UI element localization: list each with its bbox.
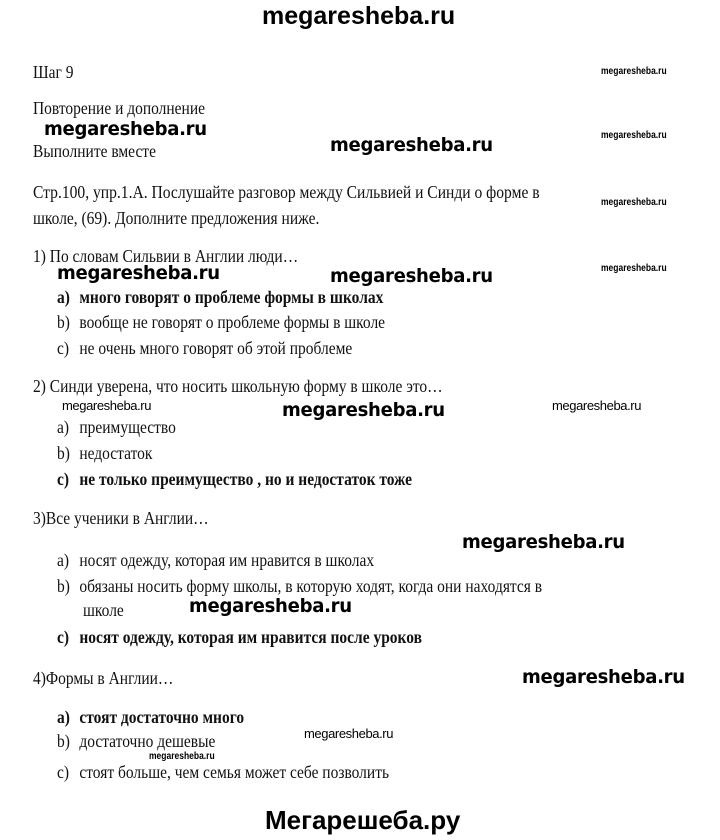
watermark: megaresheba.ru (282, 399, 445, 421)
q3-option-a: a) носят одежду, которая им нравится в школах (57, 550, 375, 570)
question-2: 2) Синди уверена, что носить школьную форму в школе это… (33, 376, 443, 396)
subsection-title: Выполните вместе (33, 141, 156, 161)
watermark: megaresheba.ru (462, 531, 625, 553)
q4-option-b: b) достаточно дешевые (57, 731, 216, 751)
q2-option-b: b) недостаток (57, 443, 153, 463)
watermark: megaresheba.ru (522, 666, 685, 688)
section-title: Повторение и дополнение (33, 98, 205, 118)
q1-option-b: b) вообще не говорят о проблеме формы в школе (57, 312, 386, 332)
watermark: megaresheba.ru (330, 134, 493, 156)
q2-option-a: a) преимущество (57, 417, 176, 437)
watermark: megaresheba.ru (44, 118, 207, 140)
footer-watermark: Мегарешеба.ру (265, 805, 461, 835)
watermark: megaresheba.ru (189, 595, 352, 617)
header-watermark: megaresheba.ru (262, 2, 456, 30)
task-instruction-line1: Стр.100, упр.1.А. Послушайте разговор между Сильвией и Синди о форме в (33, 182, 540, 202)
watermark: megaresheba.ru (149, 751, 215, 762)
watermark: megaresheba.ru (601, 197, 667, 208)
watermark: megaresheba.ru (601, 66, 667, 77)
watermark: megaresheba.ru (601, 263, 667, 274)
question-3: 3)Все ученики в Англии… (33, 508, 209, 528)
q4-option-a: a) стоят достаточно много (57, 707, 245, 727)
watermark: megaresheba.ru (57, 262, 220, 284)
q3-option-c: c) носят одежду, которая им нравится после уроков (57, 627, 422, 647)
watermark: megaresheba.ru (601, 130, 667, 141)
q4-option-c: c) стоят больше, чем семья может себе позволить (57, 762, 390, 782)
watermark: megaresheba.ru (62, 398, 152, 413)
watermark: megaresheba.ru (304, 726, 394, 741)
q3-option-b: b) обязаны носить форму школы, в которую ходят, когда они находятся в (57, 576, 543, 596)
q3-option-b-continued: школе (83, 600, 124, 620)
watermark: megaresheba.ru (552, 398, 642, 413)
q1-option-a: a) много говорят о проблеме формы в школах (57, 287, 384, 307)
q2-option-c: c) не только преимущество , но и недостаток тоже (57, 469, 413, 489)
watermark: megaresheba.ru (330, 265, 493, 287)
question-1: 1) По словам Сильвии в Англии люди… (33, 246, 299, 266)
task-instruction-line2: школе, (69). Дополните предложения ниже. (33, 208, 320, 228)
question-4: 4)Формы в Англии… (33, 668, 174, 688)
step-title: Шаг 9 (33, 62, 74, 82)
q1-option-c: c) не очень много говорят об этой проблеме (57, 338, 353, 358)
